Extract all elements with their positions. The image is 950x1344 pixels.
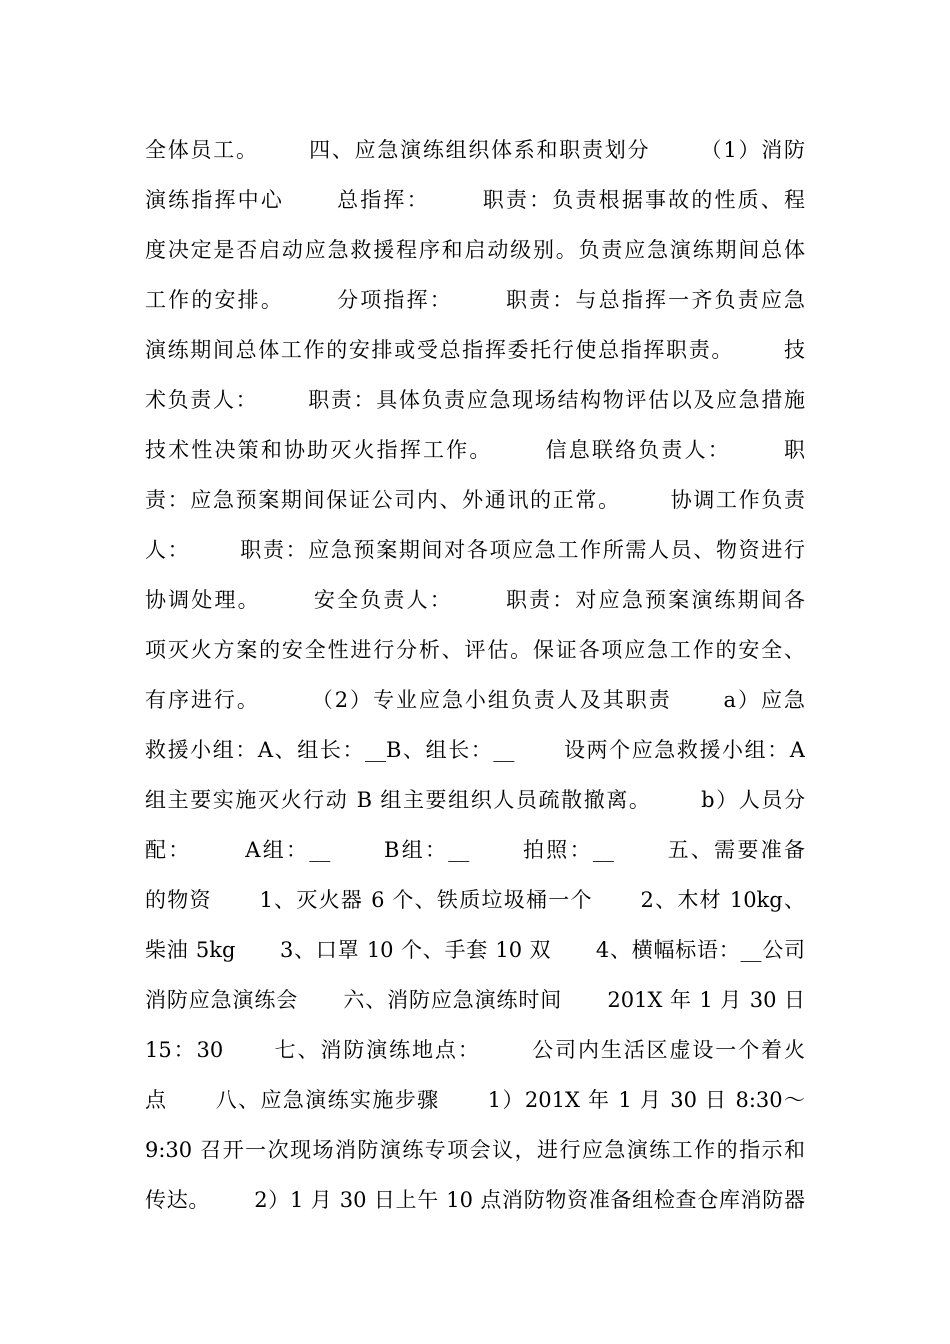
text-line: 的物资 1、灭火器 6 个、铁质垃圾桶一个 2、木材 10kg、 (145, 888, 805, 912)
text-line: 技术性决策和协助灭火指挥工作。 信息联络负责人： 职 (145, 438, 805, 462)
text-line: 传达。 2）1 月 30 日上午 10 点消防物资准备组检查仓库消防器 (145, 1188, 805, 1212)
text-line: 15：30 七、消防演练地点： 公司内生活区虚设一个着火 (145, 1038, 805, 1062)
text-line: 点 八、应急演练实施步骤 1）201X 年 1 月 30 日 8:30～ (145, 1088, 805, 1112)
text-line: 组主要实施灭火行动 B 组主要组织人员疏散撤离。 b）人员分 (145, 788, 805, 812)
text-line: 项灭火方案的安全性进行分析、评估。保证各项应急工作的安全、 (145, 638, 805, 662)
text-line: 人： 职责：应急预案期间对各项应急工作所需人员、物资进行 (145, 538, 805, 562)
text-line: 演练期间总体工作的安排或受总指挥委托行使总指挥职责。 技 (145, 338, 805, 362)
text-line: 术负责人： 职责：具体负责应急现场结构物评估以及应急措施 (145, 388, 805, 412)
text-line: 工作的安排。 分项指挥： 职责：与总指挥一齐负责应急 (145, 288, 805, 312)
text-line: 救援小组：A、组长：__B、组长：__ 设两个应急救援小组：A (145, 738, 805, 762)
text-line: 协调处理。 安全负责人： 职责：对应急预案演练期间各 (145, 588, 805, 612)
text-line: 演练指挥中心 总指挥： 职责：负责根据事故的性质、程 (145, 188, 805, 212)
text-line: 全体员工。 四、应急演练组织体系和职责划分 （1）消防 (145, 138, 805, 162)
text-line: 度决定是否启动应急救援程序和启动级别。负责应急演练期间总体 (145, 238, 805, 262)
text-line: 有序进行。 （2）专业应急小组负责人及其职责 a）应急 (145, 688, 805, 712)
text-line: 柴油 5kg 3、口罩 10 个、手套 10 双 4、横幅标语：__公司 (145, 938, 805, 962)
text-line: 消防应急演练会 六、消防应急演练时间 201X 年 1 月 30 日 (145, 988, 805, 1012)
text-line: 配： A组：__ B组：__ 拍照：__ 五、需要准备 (145, 838, 805, 862)
text-line: 9:30 召开一次现场消防演练专项会议，进行应急演练工作的指示和 (145, 1138, 805, 1162)
text-line: 责：应急预案期间保证公司内、外通讯的正常。 协调工作负责 (145, 488, 805, 512)
